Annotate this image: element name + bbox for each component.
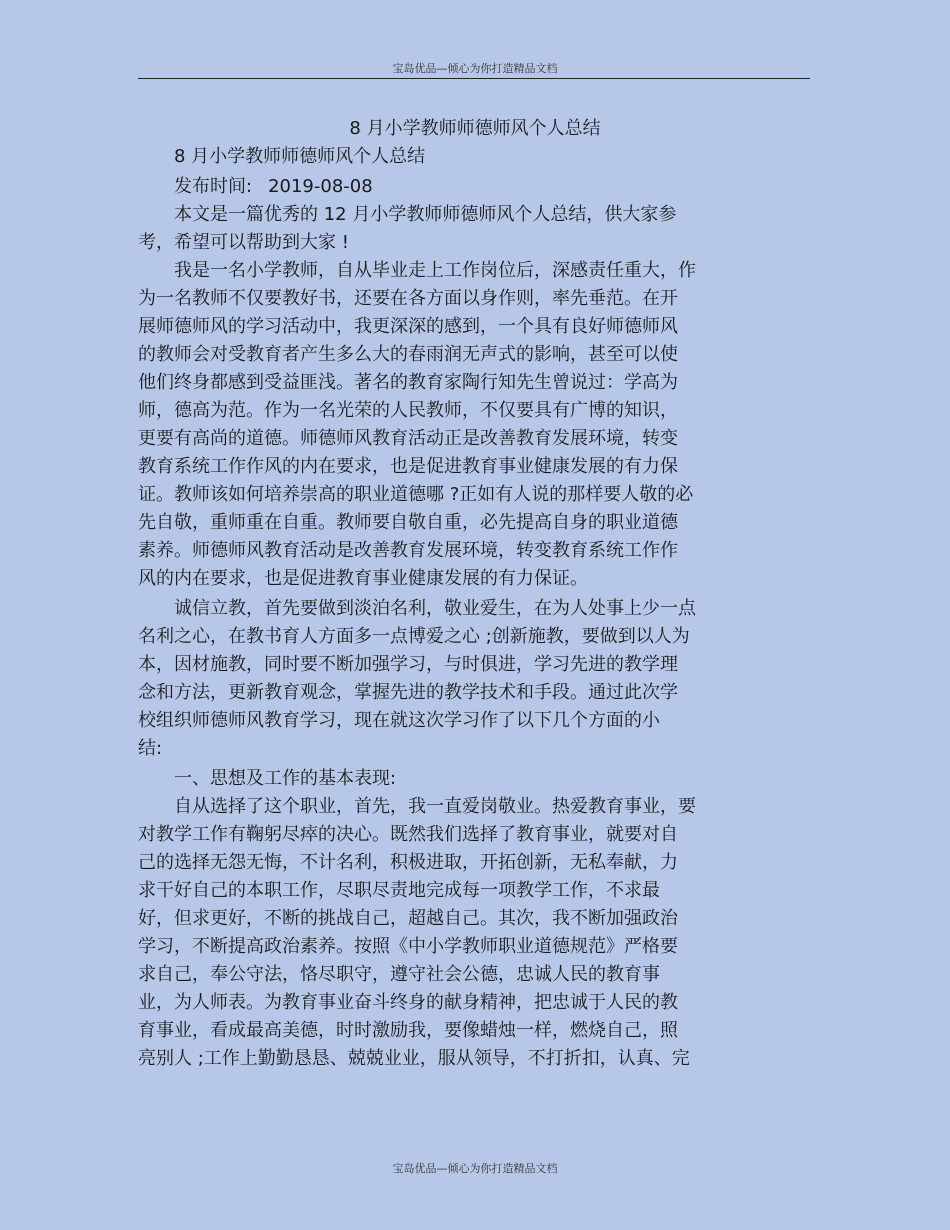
body-line: 本文是一篇优秀的 12 月小学教师师德师风个人总结，供大家参 <box>174 204 677 225</box>
body-line: 教育系统工作作风的内在要求，也是促进教育事业健康发展的有力保 <box>138 456 678 477</box>
body-line: 念和方法，更新教育观念，掌握先进的教学技术和手段。通过此次学 <box>138 682 678 703</box>
body-line: 校组织师德师风教育学习，现在就这次学习作了以下几个方面的小 <box>138 710 660 731</box>
publish-date: 2019-08-08 <box>268 176 373 197</box>
body-line: 对教学工作有鞠躬尽瘁的决心。既然我们选择了教育事业，就要对自 <box>138 824 678 845</box>
header-divider <box>138 78 810 79</box>
body-line: 我是一名小学教师，自从毕业走上工作岗位后，深感责任重大，作 <box>174 260 696 281</box>
page-header: 宝岛优品—倾心为你打造精品文档 <box>392 62 558 75</box>
body-line: 素养。师德师风教育活动是改善教育发展环境，转变教育系统工作作 <box>138 540 678 561</box>
publish-label: 发布时间: <box>174 176 253 197</box>
body-line: 师，德高为范。作为一名光荣的人民教师，不仅要具有广博的知识， <box>138 400 678 421</box>
body-line: 诚信立教，首先要做到淡泊名利，敬业爱生，在为人处事上少一点 <box>174 598 696 619</box>
page-footer: 宝岛优品—倾心为你打造精品文档 <box>392 1162 558 1175</box>
body-line: 名利之心，在教书育人方面多一点博爱之心 ;创新施教，要做到以人为 <box>138 626 690 647</box>
document-title: 8 月小学教师师德师风个人总结 <box>349 118 601 139</box>
body-line: 自从选择了这个职业，首先，我一直爱岗敬业。热爱教育事业，要 <box>174 796 696 817</box>
body-line: 本，因材施教，同时要不断加强学习，与时俱进，学习先进的教学理 <box>138 654 678 675</box>
body-line: 考，希望可以帮助到大家 ! <box>138 232 349 253</box>
body-line: 展师德师风的学习活动中，我更深深的感到，一个具有良好师德师风 <box>138 316 678 337</box>
body-line: 结: <box>138 738 163 759</box>
body-line: 他们终身都感到受益匪浅。著名的教育家陶行知先生曾说过：学高为 <box>138 372 678 393</box>
body-line: 更要有高尚的道德。师德师风教育活动正是改善教育发展环境，转变 <box>138 428 678 449</box>
body-line: 求干好自己的本职工作，尽职尽责地完成每一项教学工作，不求最 <box>138 880 660 901</box>
body-line: 好，但求更好，不断的挑战自己，超越自己。其次，我不断加强政治 <box>138 908 678 929</box>
body-line: 求自己，奉公守法，恪尽职守，遵守社会公德，忠诚人民的教育事 <box>138 964 660 985</box>
body-line: 证。教师该如何培养崇高的职业道德哪 ?正如有人说的那样要人敬的必 <box>138 484 694 505</box>
body-line: 亮别人 ;工作上勤勤恳恳、兢兢业业，服从领导，不打折扣，认真、完 <box>138 1048 690 1069</box>
body-line: 育事业，看成最高美德，时时激励我，要像蜡烛一样，燃烧自己，照 <box>138 1020 678 1041</box>
body-line: 学习，不断提高政治素养。按照《中小学教师职业道德规范》严格要 <box>138 936 678 957</box>
document-subtitle: 8 月小学教师师德师风个人总结 <box>174 146 426 167</box>
body-line: 的教师会对受教育者产生多么大的春雨润无声式的影响，甚至可以使 <box>138 344 678 365</box>
body-line: 为一名教师不仅要教好书，还要在各方面以身作则，率先垂范。在开 <box>138 288 678 309</box>
section-heading: 一、思想及工作的基本表现: <box>174 768 397 789</box>
publish-line <box>174 175 373 199</box>
body-line: 风的内在要求，也是促进教育事业健康发展的有力保证。 <box>138 568 588 589</box>
body-line: 先自敬，重师重在自重。教师要自敬自重，必先提高自身的职业道德 <box>138 512 678 533</box>
body-line: 己的选择无怨无悔，不计名利，积极进取，开拓创新，无私奉献，力 <box>138 852 678 873</box>
body-line: 业，为人师表。为教育事业奋斗终身的献身精神，把忠诚于人民的教 <box>138 992 678 1013</box>
